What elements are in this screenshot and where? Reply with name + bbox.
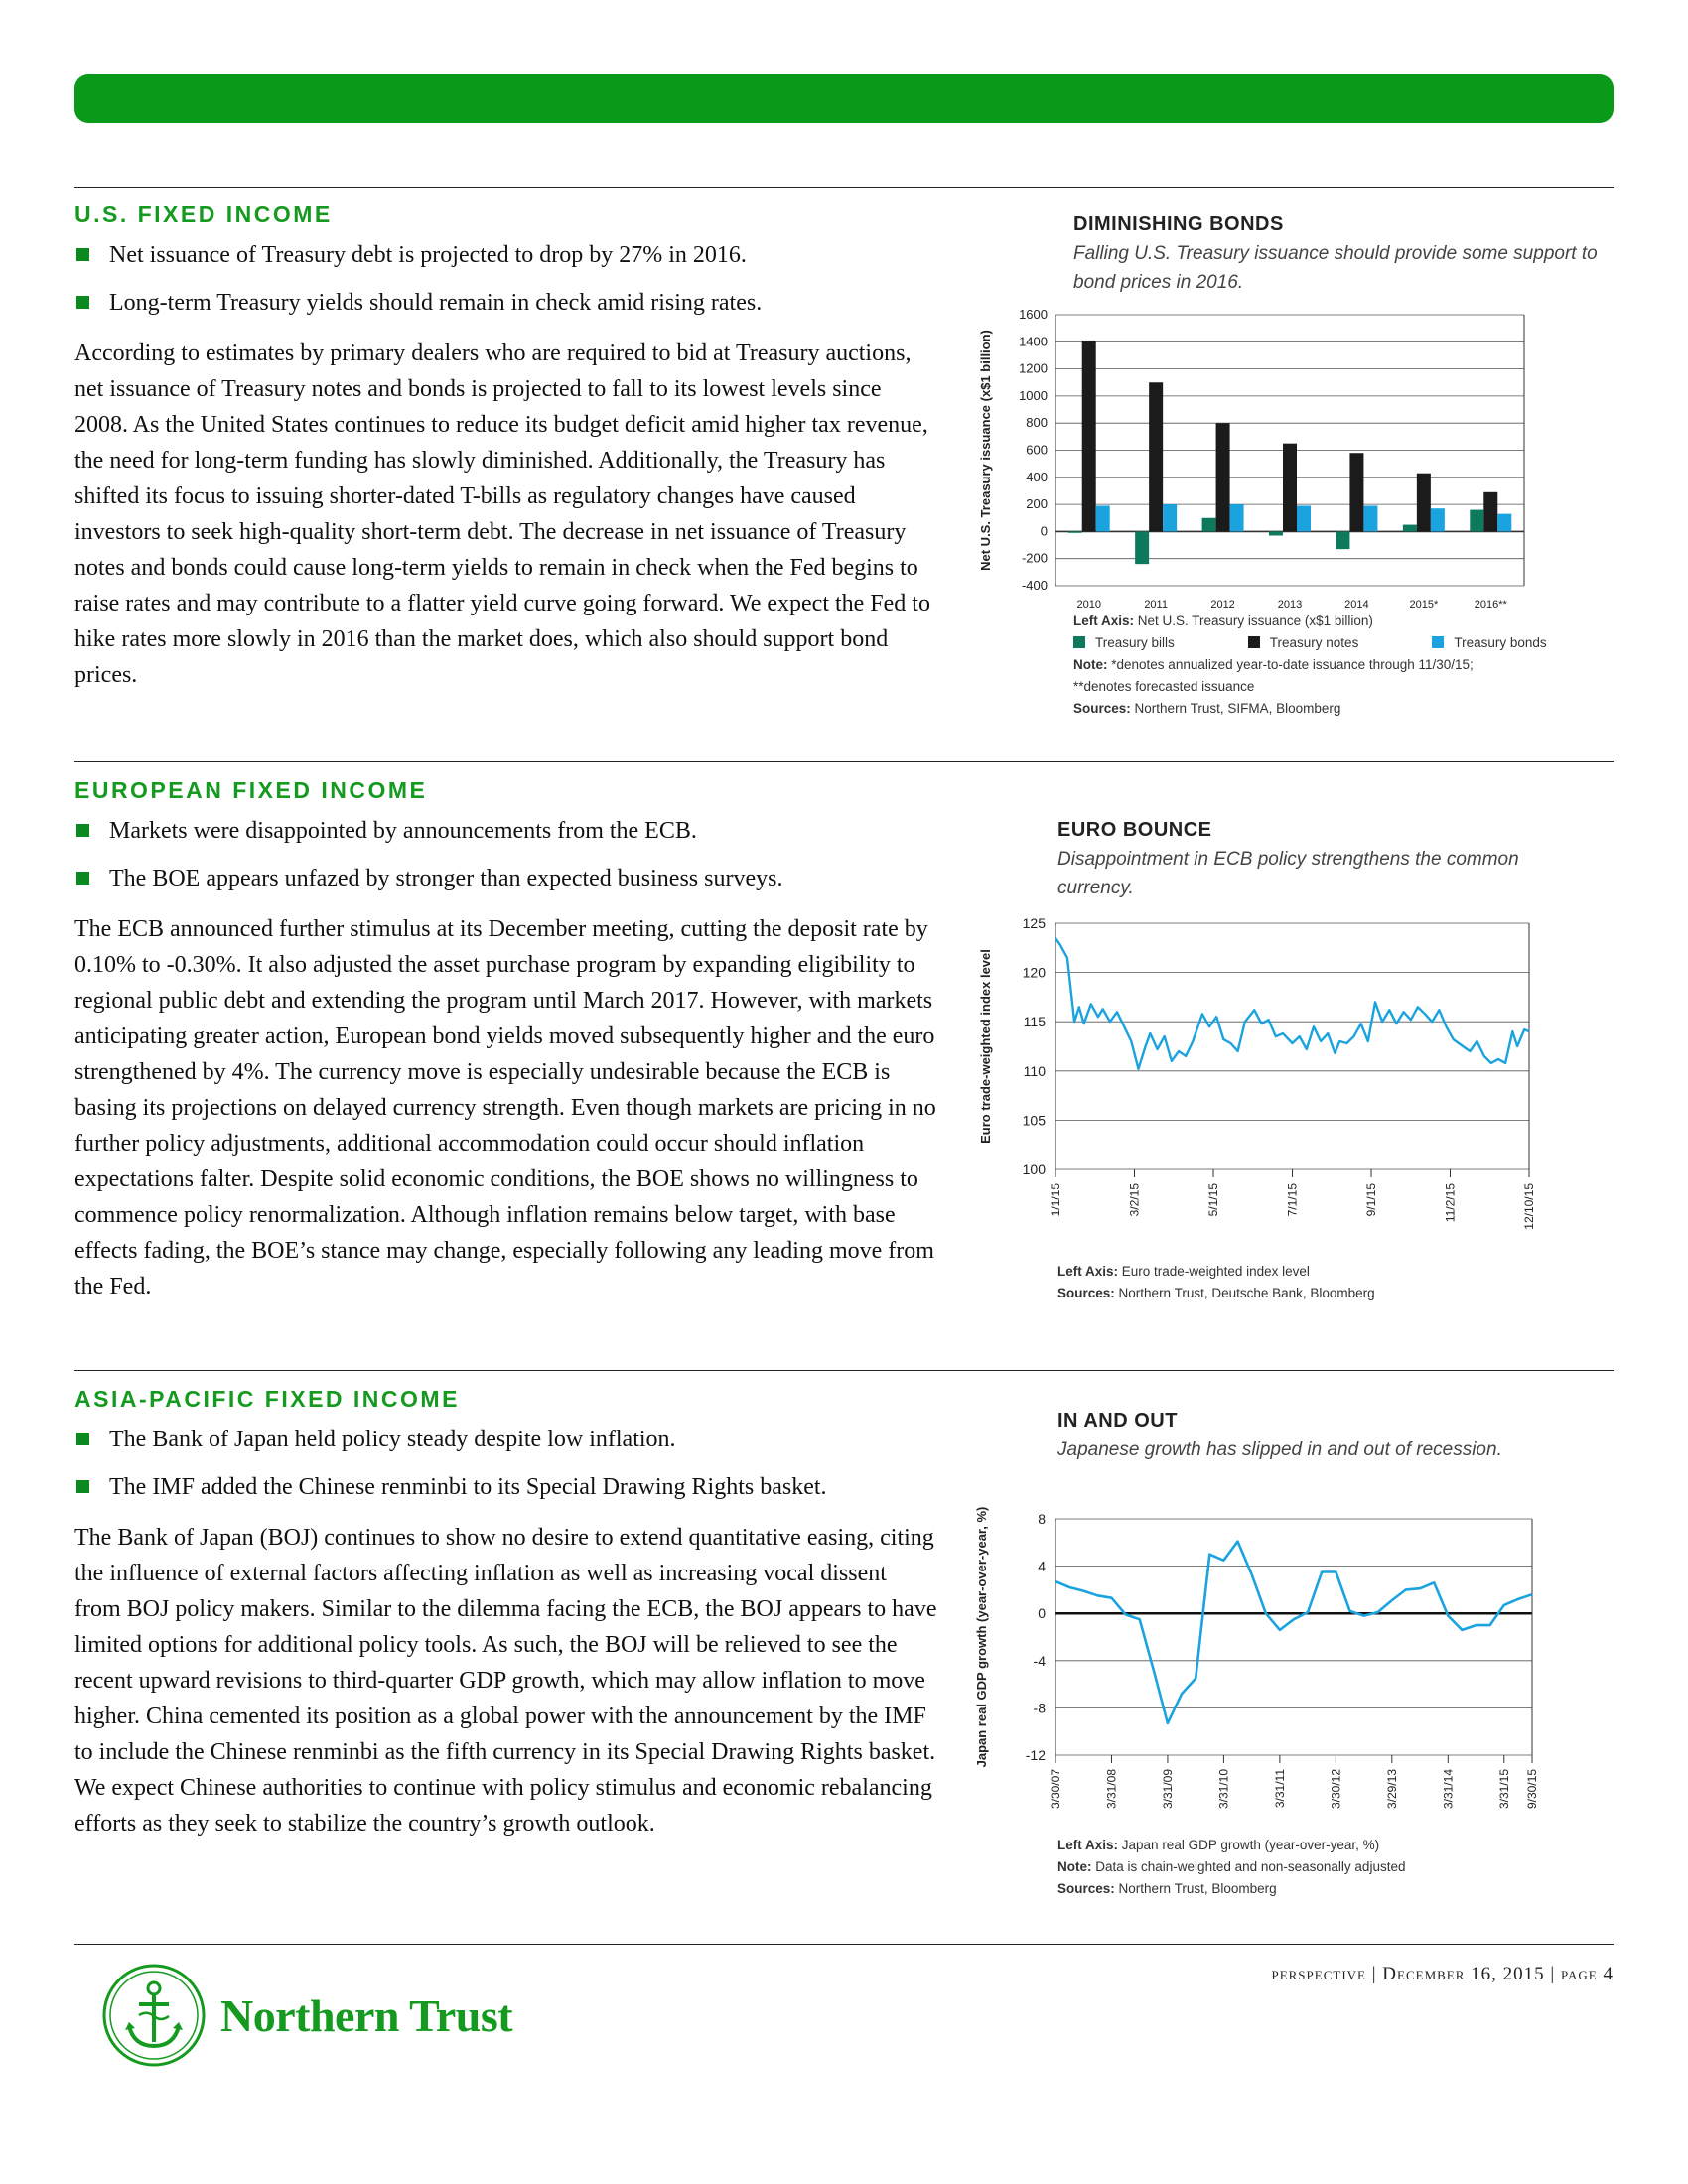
- y-tick-label: 120: [1022, 964, 1046, 981]
- footer-divider: [74, 1944, 1614, 1945]
- footer-separator: |: [1371, 1964, 1377, 1984]
- y-tick-label: 100: [1022, 1161, 1046, 1177]
- chart-title: EURO BOUNCE: [1057, 819, 1212, 841]
- bullet-square-icon: [76, 248, 89, 261]
- x-tick-label: 2016**: [1474, 599, 1507, 611]
- header-banner: [74, 74, 1614, 123]
- y-tick-label: 1600: [1019, 307, 1048, 322]
- x-tick-label: 2012: [1210, 599, 1235, 611]
- bar-treasury-notes: [1216, 423, 1230, 531]
- bullet-square-icon: [76, 296, 89, 309]
- bar-treasury-notes: [1483, 492, 1497, 532]
- section-title: EUROPEAN FIXED INCOME: [74, 777, 428, 803]
- y-tick-label: 1000: [1019, 387, 1048, 403]
- section-body: According to estimates by primary dealers who are required to bid at Treasury auctions, net issuance of Treasury notes and bonds is projected to fall to its lowest levels since 2008. As the United States continues to reduce its budget deficit amid higher tax revenue, the need for long-term funding has slowly diminished. Additionally, the Treasury has shifted its focus to issuing shorter-dated T-bills as regulatory changes have caused investors to seek high-quality short-term debt. The decrease in net issuance of Treasury notes and bonds could cause long-term yields to remain in check when the Fed begins to raise rates and may contribute to a flatter yield curve going forward. We expect the Fed to hike rates more slowly in 2016 than the market does, which also should support bond prices.: [74, 341, 930, 688]
- us-fixed-income-section: [74, 202, 938, 693]
- section-divider: [74, 187, 1614, 188]
- y-tick-label: 200: [1026, 496, 1048, 512]
- bullet-text: The BOE appears unfazed by stronger than expected business surveys.: [109, 866, 783, 891]
- bar-treasury-bonds: [1297, 505, 1311, 531]
- bar-treasury-notes: [1149, 382, 1163, 531]
- note-text: *denotes annualized year-to-date issuance through 11/30/15;: [1111, 657, 1474, 672]
- sources-text: Northern Trust, Deutsche Bank, Bloomberg: [1118, 1286, 1375, 1300]
- left-axis-text: Net U.S. Treasury issuance (x$1 billion): [1137, 614, 1373, 628]
- chart-subtitle: Falling U.S. Treasury issuance should provide some support to bond prices in 2016.: [1073, 243, 1598, 293]
- chart-notes: [1057, 1835, 1614, 1900]
- note-label: Note:: [1073, 657, 1108, 672]
- bullet-item: [74, 288, 938, 318]
- bullet-text: Long-term Treasury yields should remain in check amid rising rates.: [109, 290, 763, 316]
- publication-name: perspective: [1271, 1964, 1366, 1984]
- x-tick-label: 9/30/15: [1525, 1769, 1539, 1810]
- x-tick-label: 11/2/15: [1443, 1183, 1458, 1223]
- series-line-japan-gdp: [1055, 1542, 1532, 1723]
- x-tick-label: 1/1/15: [1049, 1183, 1062, 1217]
- sources-text: Northern Trust, SIFMA, Bloomberg: [1134, 701, 1341, 716]
- bar-treasury-notes: [1082, 341, 1096, 531]
- note-label: Note:: [1057, 1859, 1092, 1874]
- left-axis-label: Left Axis:: [1073, 614, 1135, 628]
- x-tick-label: 3/31/08: [1104, 1769, 1119, 1810]
- bar-treasury-bonds: [1096, 505, 1110, 531]
- x-tick-label: 2010: [1076, 599, 1101, 611]
- page-footer: [1271, 1964, 1614, 1985]
- y-tick-label: -400: [1021, 578, 1048, 593]
- chart-notes: [1057, 1261, 1594, 1304]
- asia-pacific-fixed-income-section: [74, 1386, 938, 1842]
- x-tick-label: 7/1/15: [1285, 1183, 1300, 1217]
- sources-label: Sources:: [1057, 1286, 1115, 1300]
- sources-text: Northern Trust, Bloomberg: [1118, 1881, 1277, 1896]
- y-tick-label: 0: [1040, 523, 1048, 539]
- y-tick-label: -8: [1033, 1700, 1046, 1716]
- note-text-2: **denotes forecasted issuance: [1073, 679, 1255, 694]
- left-axis-text: Euro trade-weighted index level: [1121, 1264, 1310, 1279]
- y-tick-label: 1200: [1019, 360, 1048, 376]
- y-tick-label: 1400: [1019, 334, 1048, 349]
- x-tick-label: 5/1/15: [1206, 1183, 1220, 1217]
- chart-notes: [1073, 611, 1610, 720]
- y-tick-label: 800: [1026, 415, 1048, 431]
- line-chart: [968, 903, 1614, 1251]
- section-divider: [74, 1370, 1614, 1371]
- x-tick-label: 3/31/14: [1441, 1769, 1456, 1810]
- section-title: U.S. FIXED INCOME: [74, 202, 333, 227]
- x-tick-label: 9/1/15: [1364, 1183, 1378, 1217]
- y-tick-label: 115: [1023, 1014, 1046, 1030]
- y-tick-label: 110: [1023, 1062, 1046, 1079]
- bullet-item: [74, 1425, 938, 1454]
- x-tick-label: 3/31/15: [1496, 1769, 1511, 1810]
- chart-legend: [1073, 632, 1610, 654]
- anchor-seal-icon: [99, 1961, 209, 2070]
- y-tick-label: 4: [1038, 1558, 1046, 1574]
- bullet-item: [74, 864, 938, 893]
- sources-label: Sources:: [1057, 1881, 1115, 1896]
- chart-euro-bounce: [968, 819, 1614, 1325]
- x-tick-label: 3/29/13: [1384, 1769, 1399, 1810]
- x-tick-label: 2014: [1344, 599, 1369, 611]
- northern-trust-logo: [99, 1961, 512, 2070]
- section-body: The ECB announced further stimulus at its December meeting, cutting the deposit rate by 0.10% to -0.30%. It also adjusted the asset purchase program by expanding eligibility to regional public debt and extending the program until March 2017. However, with markets anticipating greater action, European bond yields moved subsequently higher and the euro strengthened by 4%. The currency move is especially undesirable because the ECB is basing its projections on delayed currency strength. Even though markets are pricing in no further policy adjustments, additional accommodation could occur should inflation expectations falter. Despite solid economic conditions, the BOE shows no willingness to commence policy renormalization. Although inflation remains below target, with base effects fading, the BOE’s stance may change, especially following any leading move from the Fed.: [74, 916, 936, 1299]
- bar-treasury-notes: [1417, 474, 1431, 532]
- bullet-item: [74, 816, 938, 846]
- x-tick-label: 3/30/07: [1049, 1769, 1062, 1810]
- legend-label: Treasury notes: [1269, 635, 1359, 650]
- y-axis-label: Japan real GDP growth (year-over-year, %): [974, 1506, 989, 1768]
- x-tick-label: 3/31/11: [1272, 1769, 1287, 1809]
- y-tick-label: 400: [1026, 469, 1048, 484]
- y-tick-label: 8: [1038, 1511, 1046, 1527]
- bar-treasury-bills: [1470, 510, 1483, 532]
- bullet-text: The Bank of Japan held policy steady despite low inflation.: [109, 1427, 676, 1452]
- x-tick-label: 3/31/10: [1216, 1769, 1231, 1810]
- legend-label: Treasury bonds: [1454, 635, 1547, 650]
- bullet-square-icon: [76, 824, 89, 837]
- left-axis-label: Left Axis:: [1057, 1264, 1119, 1279]
- chart-diminishing-bonds: [968, 213, 1614, 750]
- bar-treasury-bills: [1336, 531, 1349, 549]
- legend-item: [1432, 632, 1546, 654]
- y-tick-label: 125: [1022, 915, 1046, 931]
- bullet-square-icon: [76, 1480, 89, 1493]
- bullet-text: The IMF added the Chinese renminbi to its Special Drawing Rights basket.: [109, 1474, 827, 1500]
- page-number: page 4: [1560, 1964, 1614, 1984]
- bar-treasury-bills: [1068, 531, 1082, 532]
- x-tick-label: 3/31/09: [1160, 1769, 1175, 1810]
- legend-swatch: [1073, 636, 1085, 648]
- legend-item: [1073, 632, 1175, 654]
- bullet-text: Net issuance of Treasury debt is projected to drop by 27% in 2016.: [109, 242, 747, 268]
- chart-title: DIMINISHING BONDS: [1073, 213, 1284, 235]
- y-tick-label: -4: [1033, 1652, 1046, 1669]
- bar-treasury-bonds: [1230, 504, 1244, 531]
- x-tick-label: 2013: [1277, 599, 1303, 611]
- bullet-square-icon: [76, 872, 89, 885]
- note-text: Data is chain-weighted and non-seasonally adjusted: [1095, 1859, 1406, 1874]
- x-tick-label: 2011: [1144, 599, 1168, 611]
- line-chart: [968, 1464, 1614, 1842]
- section-divider: [74, 761, 1614, 762]
- bullet-square-icon: [76, 1433, 89, 1445]
- legend-swatch: [1248, 636, 1260, 648]
- bar-treasury-notes: [1349, 453, 1363, 531]
- series-line-euro-index: [1055, 938, 1529, 1069]
- left-axis-text: Japan real GDP growth (year-over-year, %): [1121, 1838, 1380, 1852]
- left-axis-label: Left Axis:: [1057, 1838, 1119, 1852]
- x-tick-label: 2015*: [1409, 599, 1439, 611]
- y-tick-label: -200: [1021, 550, 1048, 566]
- chart-title: IN AND OUT: [1057, 1410, 1178, 1432]
- bar-treasury-bills: [1403, 525, 1417, 532]
- bar-treasury-bills: [1202, 518, 1216, 532]
- legend-item: [1248, 632, 1359, 654]
- section-body: The Bank of Japan (BOJ) continues to show no desire to extend quantitative easing, citing the influence of external factors affecting inflation as well as increasing vocal dissent from BOJ policy makers. Similar to the dilemma facing the ECB, the BOJ appears to have limited options for additional policy tools. As such, the BOJ will be relieved to see the recent upward revisions to third-quarter GDP growth, which may allow inflation to move higher. China cemented its position as a global power with the announcement by the IMF to include the Chinese renminbi as the fifth currency in its Special Drawing Rights basket. We expect Chinese authorities to continue with policy stimulus and economic rebalancing efforts as they seek to stabilize the country’s growth outlook.: [74, 1525, 937, 1837]
- footer-separator: |: [1550, 1964, 1556, 1984]
- chart-in-and-out: [968, 1410, 1614, 1926]
- bar-treasury-bills: [1269, 531, 1283, 535]
- legend-label: Treasury bills: [1095, 635, 1175, 650]
- y-tick-label: -12: [1025, 1747, 1046, 1763]
- bar-treasury-bonds: [1431, 508, 1445, 531]
- sources-label: Sources:: [1073, 701, 1131, 716]
- publication-date: December 16, 2015: [1382, 1964, 1545, 1984]
- legend-swatch: [1432, 636, 1444, 648]
- bullet-item: [74, 1472, 938, 1502]
- bullet-item: [74, 240, 938, 270]
- y-tick-label: 600: [1026, 442, 1048, 458]
- bar-treasury-bonds: [1163, 504, 1177, 531]
- x-tick-label: 3/30/12: [1329, 1769, 1343, 1810]
- y-axis-label: Euro trade-weighted index level: [978, 949, 993, 1144]
- section-title: ASIA-PACIFIC FIXED INCOME: [74, 1386, 460, 1412]
- y-tick-label: 105: [1022, 1112, 1046, 1129]
- x-tick-label: 12/10/15: [1522, 1183, 1536, 1230]
- y-axis-label: Net U.S. Treasury issuance (x$1 billion): [978, 330, 993, 571]
- x-tick-label: 3/2/15: [1127, 1183, 1142, 1217]
- bullet-text: Markets were disappointed by announcements from the ECB.: [109, 818, 697, 844]
- brand-name: Northern Trust: [220, 1989, 513, 2041]
- chart-subtitle: Japanese growth has slipped in and out of recession.: [1057, 1439, 1502, 1460]
- bar-treasury-bills: [1135, 531, 1149, 564]
- bar-treasury-notes: [1283, 444, 1297, 532]
- bar-treasury-bonds: [1363, 505, 1377, 531]
- y-tick-label: 0: [1038, 1605, 1046, 1622]
- chart-subtitle: Disappointment in ECB policy strengthens the common currency.: [1057, 849, 1519, 898]
- bar-treasury-bonds: [1497, 514, 1511, 532]
- european-fixed-income-section: [74, 777, 938, 1304]
